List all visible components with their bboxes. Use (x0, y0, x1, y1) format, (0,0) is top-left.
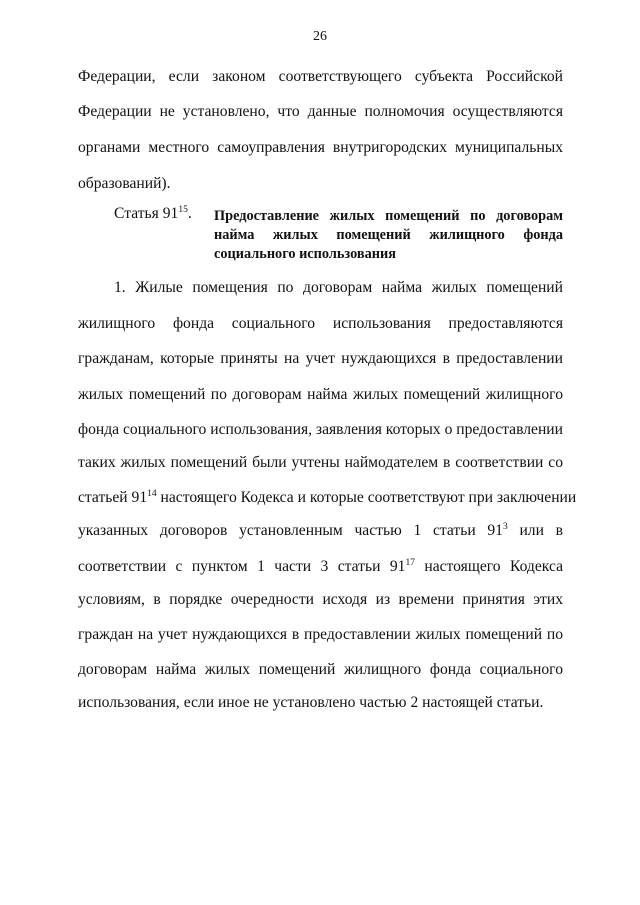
body-line-4: жилых помещений по договорам найма жилых помещений жилищного (78, 386, 563, 403)
article-label-sup: 15 (178, 205, 188, 215)
body-line-1: 1. Жилые помещения по договорам найма жилых помещений (114, 279, 563, 296)
body-line-9-a: соответствии с пунктом 1 части 3 статьи 91 (78, 558, 406, 575)
body-line-9-sup: 17 (405, 558, 415, 568)
intro-line-4: образований). (78, 175, 171, 192)
body-line-6: таких жилых помещений были учтены наймодателем в соответствии со (78, 454, 563, 471)
body-line-9 (78, 557, 563, 577)
article-label (114, 204, 192, 224)
article-label-suffix: . (187, 205, 192, 222)
article-title-line-1: Предоставление жилых помещений по договорам (214, 208, 563, 224)
body-line-7 (78, 488, 577, 508)
body-line-12: договорам найма жилых помещений жилищного фонда социального (78, 661, 563, 678)
body-line-13: использования, если иное не установлено частью 2 настоящей статьи. (78, 694, 544, 711)
body-line-7-sup: 14 (147, 489, 157, 499)
body-line-2: жилищного фонда социального использования предоставляются (78, 315, 563, 332)
body-line-8 (78, 521, 563, 541)
body-line-3: гражданам, которые приняты на учет нуждающихся в предоставлении (78, 350, 563, 367)
article-title-line-3: социального использования (214, 246, 396, 262)
body-line-5: фонда социального использования, заявления которых о предоставлении (78, 421, 563, 438)
article-title-line-2: найма жилых помещений жилищного фонда (214, 227, 563, 243)
intro-line-2: Федерации не установлено, что данные полномочия осуществляются (78, 103, 563, 120)
body-line-9-b: настоящего Кодекса (414, 558, 564, 575)
intro-line-3: органами местного самоуправления внутригородских муниципальных (78, 139, 563, 156)
body-line-8-a: указанных договоров установленным частью 1 статьи 91 (78, 522, 503, 539)
body-line-8-sup: 3 (502, 522, 508, 532)
body-line-10: условиям, в порядке очередности исходя из времени принятия этих (78, 591, 563, 608)
body-line-11: граждан на учет нуждающихся в предоставлении жилых помещений по (78, 626, 563, 643)
body-line-8-b: или в (507, 522, 563, 539)
page-number: 26 (313, 29, 327, 44)
intro-line-1: Федерации, если законом соответствующего субъекта Российской (78, 68, 563, 85)
body-line-7-a: статьей 91 (78, 489, 148, 506)
article-label-text: Статья 91 (114, 205, 179, 222)
body-line-7-b: настоящего Кодекса и которые соответствуют при заключении (156, 489, 577, 506)
